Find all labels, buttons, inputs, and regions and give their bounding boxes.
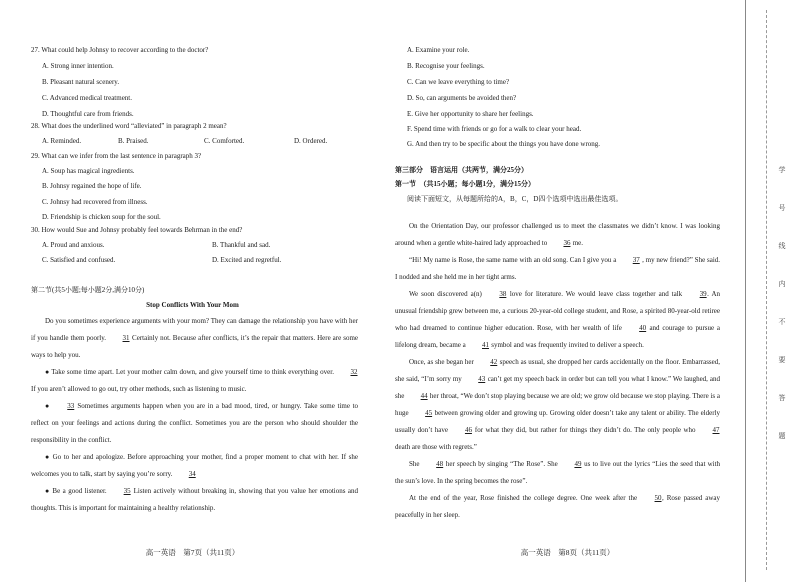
cloze-text: She bbox=[409, 460, 420, 468]
cloze-instruction: 阅读下面短文，从每题所给的A，B，C，D四个选项中选出最佳选项。 bbox=[407, 195, 623, 203]
q28-option-d: D. Ordered. bbox=[294, 137, 328, 145]
passage-text: ● Be a good listener. bbox=[45, 487, 107, 495]
option-d: D. So, can arguments be avoided then? bbox=[407, 94, 517, 102]
option-a: A. Examine your role. bbox=[407, 46, 470, 54]
option-f: F. Spend time with friends or go for a walk to clear your head. bbox=[407, 125, 582, 133]
blank-31: 31 bbox=[122, 334, 130, 342]
q29-option-c: C. Johnsy had recovered from illness. bbox=[42, 198, 148, 206]
passage-text: Certainly not. Because after conflicts, it’s the repair that matters. Here are some ways to help you. bbox=[31, 334, 359, 359]
passage-text: ● Take some time apart. Let your mother calm down, and give yourself time to think everything over. bbox=[45, 368, 334, 376]
q27-stem: 27. What could help Johnsy to recover according to the doctor? bbox=[31, 46, 209, 54]
option-g: G. And then try to be specific about the things you have done wrong. bbox=[407, 140, 601, 148]
cloze-text: her throat, “We don’t stop playing because we are old; we grow old because we stop playing. There is a huge bbox=[395, 392, 721, 417]
blank-48: 48 bbox=[436, 460, 444, 468]
cloze-text: , my new friend?” She said. I nodded and she held me in her tight arms. bbox=[395, 256, 721, 281]
passage-text: Listen actively without breaking in, showing that you value her emotions and thoughts. This is important for maintaining a healthy relationship. bbox=[31, 487, 359, 512]
binding-dashed-line bbox=[766, 10, 767, 570]
q28-option-b: B. Praised. bbox=[118, 137, 149, 145]
cloze-text: me. bbox=[572, 239, 584, 247]
q27-option-d: D. Thoughtful care from friends. bbox=[42, 110, 134, 118]
q28-option-c: C. Comforted. bbox=[204, 137, 245, 145]
cloze-text: love for literature. We would leave class together and talk bbox=[509, 290, 683, 298]
right-page bbox=[395, 0, 740, 582]
q27-option-b: B. Pleasant natural scenery. bbox=[42, 78, 120, 86]
blank-42: 42 bbox=[490, 358, 498, 366]
q27-option-a: A. Strong inner intention. bbox=[42, 62, 114, 70]
passage-text: If you aren’t allowed to go out, try other methods, such as listening to music. bbox=[31, 385, 247, 393]
cloze-text: for what they did, but rather for things they didn’t do. The only people who bbox=[474, 426, 696, 434]
cloze-passage bbox=[395, 218, 720, 524]
cloze-text: us to live out the lyrics “Lies the seed that with the sun’s love. In the spring becomes the rose”. bbox=[395, 460, 721, 485]
cloze-text: speech as usual, she dropped her cards accidentally on the floor. Embarrassed, she said, “I’m sorry my bbox=[395, 358, 720, 383]
binding-char: 要 bbox=[778, 356, 786, 364]
q29-option-b: B. Johnsy regained the hope of life. bbox=[42, 182, 142, 190]
blank-46: 46 bbox=[464, 426, 472, 434]
cloze-text: On the Orientation Day, our professor challenged us to meet the classmates we didn’t know. I was looking around when a gentle white-haired lady approached to bbox=[395, 222, 720, 247]
cloze-text: death are those with regrets.” bbox=[395, 443, 477, 451]
cloze-text: and courage to pursue a lifelong dream, became a bbox=[395, 324, 721, 349]
passage-text: ● Go to her and apologize. Before approaching your mother, find a proper moment to chat with her. If she welcomes you to talk, start by saying you’re sorry. bbox=[31, 453, 358, 478]
cloze-text: her speech by singing “The Rose”. She bbox=[445, 460, 558, 468]
option-e: E. Give her opportunity to share her feelings. bbox=[407, 110, 534, 118]
binding-char: 不 bbox=[778, 318, 786, 326]
cloze-text: We soon discovered a(n) bbox=[409, 290, 482, 298]
cloze-text: between growing older and growing up. Growing older doesn’t take any talent or ability. The elderly usually don’t have bbox=[395, 409, 721, 434]
bullet-icon: ● bbox=[45, 402, 51, 410]
seven-choose-five-passage bbox=[31, 313, 358, 517]
binding-char: 题 bbox=[778, 432, 786, 440]
binding-char: 内 bbox=[778, 280, 786, 288]
binding-char: 学 bbox=[778, 166, 786, 174]
cloze-text: symbol and was frequently invited to deliver a speech. bbox=[491, 341, 644, 349]
blank-37: 37 bbox=[632, 256, 640, 264]
blank-40: 40 bbox=[639, 324, 647, 332]
passage-paragraph-5 bbox=[31, 483, 358, 517]
cloze-text: can’t get my speech back in order but can tell you what I know.” We laughed, and she bbox=[395, 375, 721, 400]
blank-39: 39 bbox=[699, 290, 707, 298]
q30-option-a: A. Proud and anxious. bbox=[42, 241, 105, 249]
page-footer-right: 高一英语 第8页（共11页） bbox=[520, 548, 615, 557]
passage-paragraph-1 bbox=[31, 313, 358, 364]
part3-header: 第三部分 语言运用（共两节，满分25分） bbox=[395, 166, 528, 174]
section2-header: 第二节(共5小题;每小题2分,满分10分) bbox=[31, 286, 145, 294]
cloze-text: , Rose passed away peacefully in her sleep. bbox=[395, 494, 721, 519]
page-footer-left: 高一英语 第7页（共11页） bbox=[145, 548, 240, 557]
q28-option-a: A. Reminded. bbox=[42, 137, 82, 145]
section1-header: 第一节 （共15小题；每小题1分，满分15分） bbox=[395, 180, 535, 188]
binding-margin bbox=[745, 0, 800, 582]
binding-char: 号 bbox=[778, 204, 786, 212]
binding-char: 答 bbox=[778, 394, 786, 402]
q29-option-d: D. Friendship is chicken soup for the soul. bbox=[42, 213, 161, 221]
q30-option-d: D. Excited and regretful. bbox=[212, 256, 282, 264]
blank-38: 38 bbox=[499, 290, 507, 298]
option-b: B. Recognise your feelings. bbox=[407, 62, 485, 70]
left-page bbox=[0, 0, 385, 582]
cloze-paragraph-4 bbox=[395, 354, 720, 456]
cloze-text: At the end of the year, Rose finished the college degree. One week after the bbox=[409, 494, 638, 502]
cloze-paragraph-3 bbox=[395, 286, 720, 354]
cloze-paragraph-5 bbox=[395, 456, 720, 490]
passage-paragraph-3 bbox=[31, 398, 358, 449]
passage-paragraph-4 bbox=[31, 449, 358, 483]
cloze-text: Once, as she began her bbox=[409, 358, 474, 366]
blank-49: 49 bbox=[574, 460, 582, 468]
q28-stem: 28. What does the underlined word “alleviated” in paragraph 2 mean? bbox=[31, 122, 227, 130]
cloze-paragraph-2 bbox=[395, 252, 720, 286]
blank-32: 32 bbox=[350, 368, 358, 376]
blank-44: 44 bbox=[420, 392, 428, 400]
passage-paragraph-2 bbox=[31, 364, 358, 398]
cloze-text: . An unusual friendship grew between me, a curious 20-year-old college student, and Rose, a spirited 80-year-old retiree who had dreamed to continue higher education. Rose, with her wealth of life bbox=[395, 290, 721, 332]
blank-50: 50 bbox=[654, 494, 662, 502]
passage-title: Stop Conflicts With Your Mom bbox=[146, 301, 239, 309]
option-c: C. Can we leave everything to time? bbox=[407, 78, 510, 86]
q30-option-c: C. Satisfied and confused. bbox=[42, 256, 116, 264]
binding-char: 线 bbox=[778, 242, 786, 250]
cloze-text: “Hi! My name is Rose, the same name with an old song. Can I give you a bbox=[409, 256, 617, 264]
blank-34: 34 bbox=[188, 470, 196, 478]
blank-47: 47 bbox=[712, 426, 720, 434]
q30-stem: 30. How would Sue and Johnsy probably feel towards Behrman in the end? bbox=[31, 226, 243, 234]
blank-36: 36 bbox=[563, 239, 571, 247]
q30-option-b: B. Thankful and sad. bbox=[212, 241, 271, 249]
q27-option-c: C. Advanced medical treatment. bbox=[42, 94, 132, 102]
blank-43: 43 bbox=[478, 375, 486, 383]
cloze-paragraph-1 bbox=[395, 218, 720, 252]
q29-stem: 29. What can we infer from the last sentence in paragraph 3? bbox=[31, 152, 202, 160]
blank-35: 35 bbox=[123, 487, 131, 495]
blank-41: 41 bbox=[482, 341, 489, 349]
passage-text: Do you sometimes experience arguments with your mom? They can damage the relationship you have with her if you handle them poorly. bbox=[31, 317, 358, 342]
q29-option-a: A. Soup has magical ingredients. bbox=[42, 167, 135, 175]
passage-text: Sometimes arguments happen when you are in a bad mood, tired, or hungry. Take some time to reflect on your feelings and actions during the conflict. Sometimes you are the person who should shoulder the responsibility in the conflict. bbox=[31, 402, 359, 444]
blank-45: 45 bbox=[425, 409, 433, 417]
cloze-paragraph-6 bbox=[395, 490, 720, 524]
blank-33: 33 bbox=[67, 402, 75, 410]
